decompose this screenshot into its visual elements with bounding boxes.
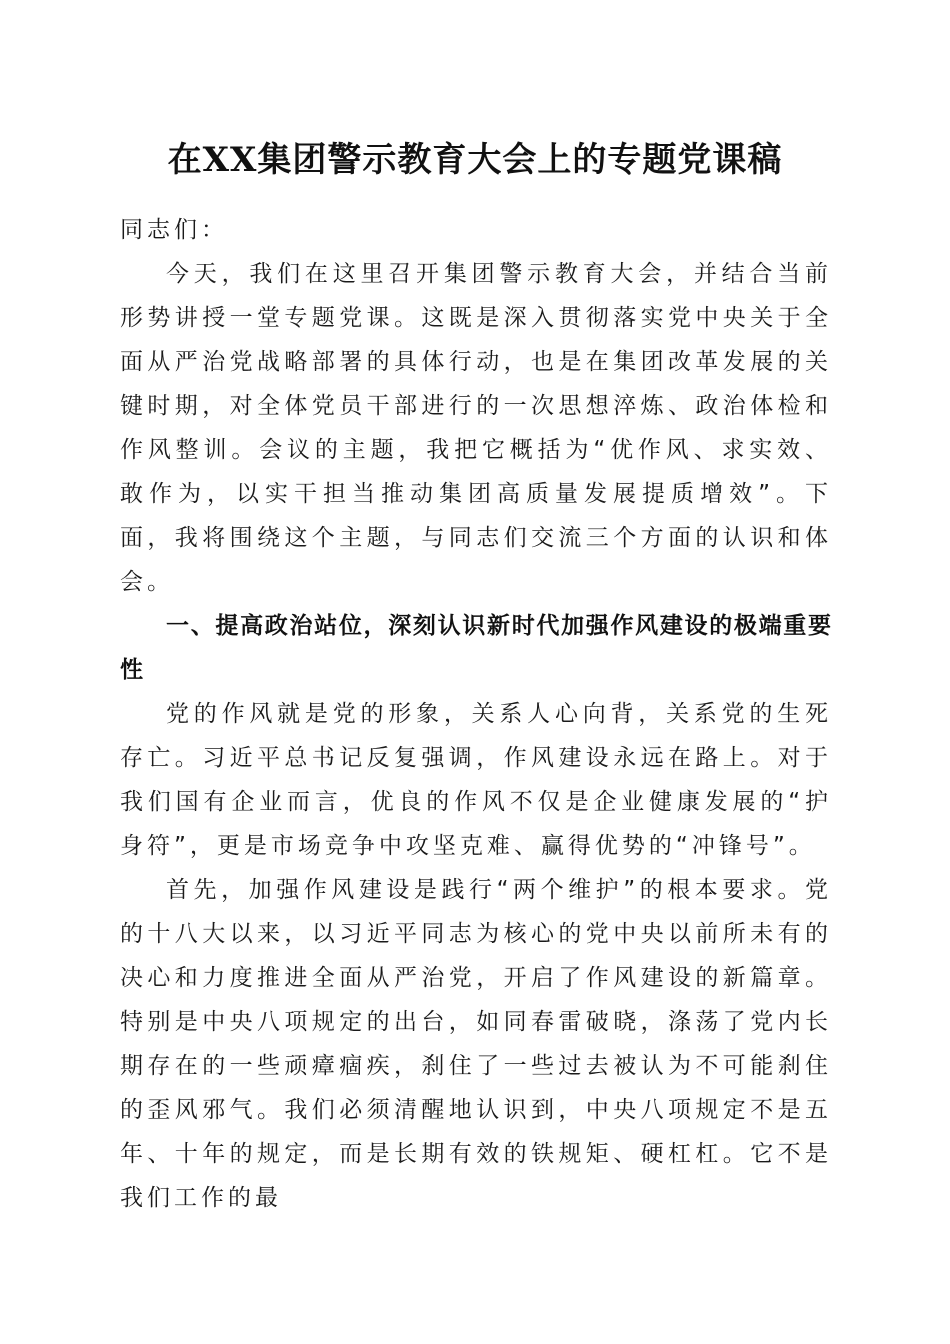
body-paragraph: 首先，加强作风建设是践行“两个维护”的根本要求。党的十八大以来，以习近平同志为核心的党中央以前所未有的决心和力度推进全面从严治党，开启了作风建设的新篇章。特别是中央八项规定的出台，如同春雷破晓，涤荡了党内长期存在的一些顽瘴痼疾，刹住了一些过去被认为不可能刹住的歪风邪气。我们必须清醒地认识到，中央八项规定不是五年、十年的规定，而是长期有效的铁规矩、硬杠杠。它不是我们工作的最: [120, 877, 832, 1211]
section-heading: 一、提高政治站位，深刻认识新时代加强作风建设的极端重要性: [120, 613, 832, 683]
intro-paragraph: 今天，我们在这里召开集团警示教育大会，并结合当前形势讲授一堂专题党课。这既是深入贯彻落实党中央关于全面从严治党战略部署的具体行动，也是在集团改革发展的关键时期，对全体党员干部进行的一次思想淬炼、政治体检和作风整训。会议的主题，我把它概括为“优作风、求实效、敢作为，以实干担当推动集团高质量发展提质增效”。下面，我将围绕这个主题，与同志们交流三个方面的认识和体会。: [120, 261, 832, 595]
body-paragraph: 党的作风就是党的形象，关系人心向背，关系党的生死存亡。习近平总书记反复强调，作风建设永远在路上。对于我们国有企业而言，优良的作风不仅是企业健康发展的“护身符”，更是市场竞争中攻坚克难、赢得优势的“冲锋号”。: [120, 701, 832, 859]
salutation: 同志们：: [120, 217, 228, 243]
document-title: 在XX集团警示教育大会上的专题党课稿: [167, 140, 783, 180]
document-body: [120, 208, 832, 1220]
